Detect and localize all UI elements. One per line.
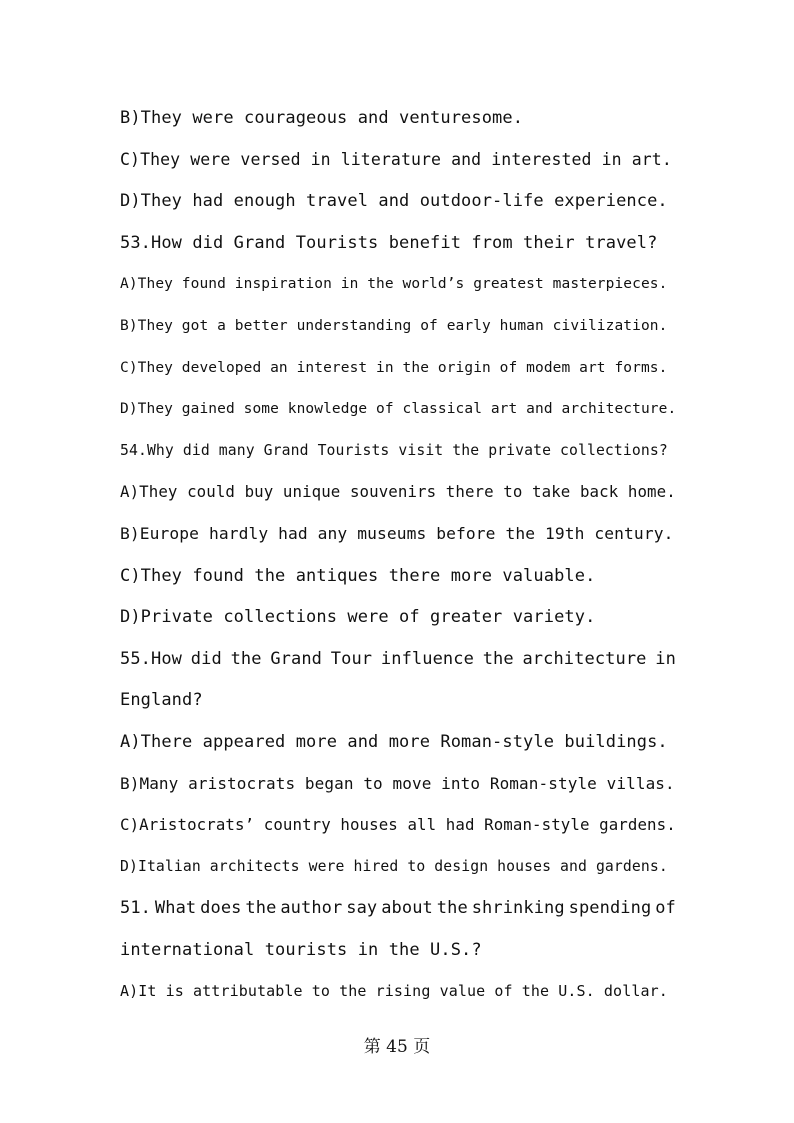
word: 55.How <box>120 648 183 669</box>
word: the <box>482 648 514 669</box>
word: shrinking <box>471 898 565 919</box>
word: the <box>245 898 277 919</box>
word: did <box>190 648 222 669</box>
text-line: D)They gained some knowledge of classical art and architecture. <box>120 401 677 418</box>
word: 51. <box>120 898 152 919</box>
text-line: international tourists in the U.S.? <box>120 939 482 960</box>
word: in <box>655 648 676 669</box>
word: does <box>200 898 242 919</box>
word: Tour <box>330 648 373 669</box>
word: Grand <box>270 648 323 669</box>
word: say <box>346 898 378 919</box>
text-line <box>120 641 676 683</box>
text-line: C)Aristocrats’ country houses all had Roman-style gardens. <box>120 815 676 835</box>
page-content <box>120 100 676 1015</box>
text-line: B)They got a better understanding of early human civilization. <box>120 317 668 334</box>
word: about <box>381 898 433 919</box>
text-line: D)Italian architects were hired to design houses and gardens. <box>120 857 668 875</box>
text-line: A)They found inspiration in the world’s greatest masterpieces. <box>120 276 668 293</box>
text-line: 53.How did Grand Tourists benefit from their travel? <box>120 232 658 253</box>
text-line: D)They had enough travel and outdoor-life experience. <box>120 191 668 212</box>
text-line: C)They were versed in literature and interested in art. <box>120 149 672 169</box>
text-line: England? <box>120 690 203 711</box>
page-number-footer: 第 45 页 <box>363 1037 431 1057</box>
text-line: A)They could buy unique souvenirs there to take back home. <box>120 482 676 502</box>
text-line: 54.Why did many Grand Tourists visit the private collections? <box>120 441 668 459</box>
word: the <box>230 648 262 669</box>
text-line: C)They developed an interest in the origin of modem art forms. <box>120 359 668 376</box>
text-line: B)Many aristocrats began to move into Roman-style villas. <box>120 773 675 793</box>
word: the <box>436 898 468 919</box>
text-line: C)They found the antiques there more valuable. <box>120 565 596 586</box>
text-line: B)Europe hardly had any museums before the 19th century. <box>120 523 674 543</box>
word: of <box>655 898 676 919</box>
word: What <box>154 898 197 919</box>
text-line <box>120 890 676 932</box>
text-line: B)They were courageous and venturesome. <box>120 108 524 128</box>
text-line: A)There appeared more and more Roman-style buildings. <box>120 731 668 752</box>
word: architecture <box>522 648 647 669</box>
word: author <box>280 898 343 919</box>
text-line: D)Private collections were of greater variety. <box>120 607 596 628</box>
text-line: A)It is attributable to the rising value of the U.S. dollar. <box>120 982 668 1001</box>
word: spending <box>568 898 652 919</box>
word: influence <box>380 648 474 669</box>
